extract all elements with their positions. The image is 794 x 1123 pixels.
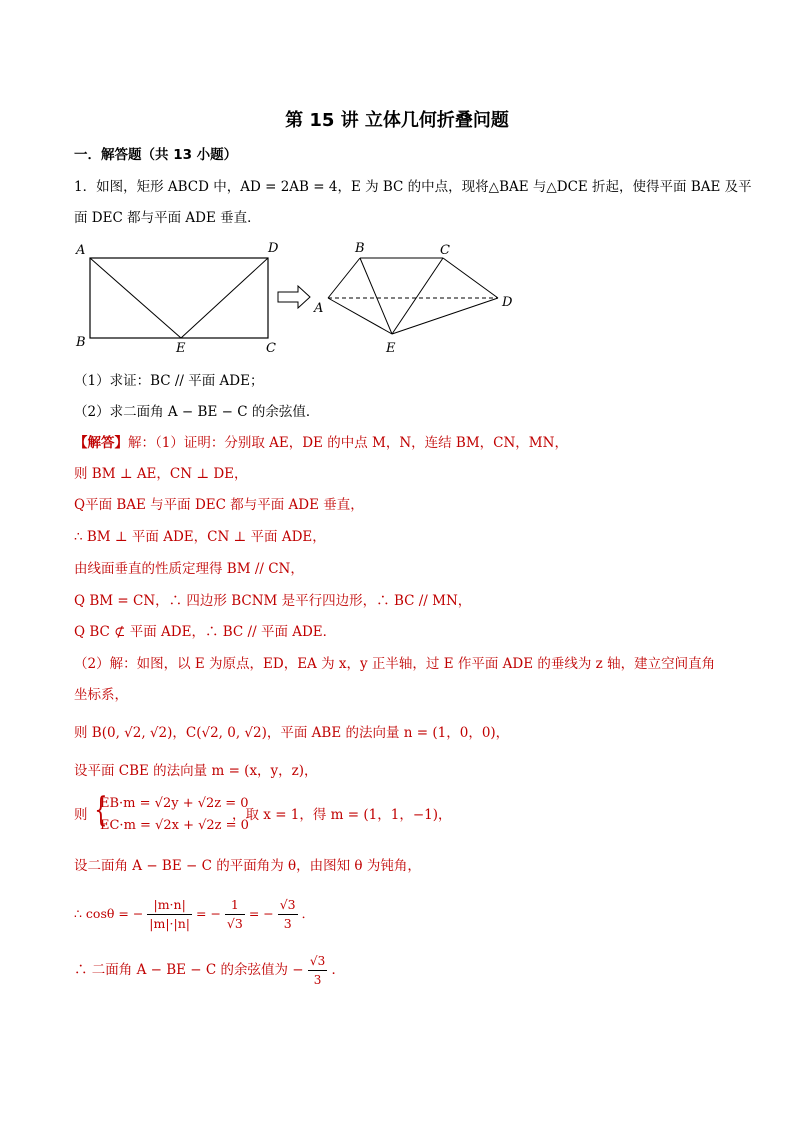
solution-intro: 解：（1）证明：分别取 AE，DE 的中点 M，N，连结 BM，CN，MN，: [128, 435, 568, 451]
arrow-right-icon: [278, 286, 310, 308]
system-suffix: ，取 x = 1，得 m = (1，1，−1)，: [232, 807, 452, 823]
label-C-right: C: [440, 243, 450, 258]
solution-tag: 【解答】: [74, 435, 128, 451]
label-D-right: D: [502, 295, 513, 310]
answer-end: ．: [331, 962, 345, 978]
system-prefix: 则: [74, 807, 88, 823]
cosine-formula: [74, 896, 314, 933]
question-2: （2）求二面角 A − BE − C 的余弦值．: [74, 404, 320, 420]
page-title: 第 15 讲 立体几何折叠问题: [285, 110, 509, 131]
solution-line-4: ∴ BM ⊥ 平面 ADE，CN ⊥ 平面 ADE，: [74, 529, 326, 545]
solution-line-3: Q平面 BAE 与平面 DEC 都与平面 ADE 垂直，: [74, 497, 364, 513]
cos-eq-2: = −: [248, 906, 274, 921]
solution-line-9: 坐标系，: [74, 687, 128, 703]
answer-denominator: 3: [313, 973, 322, 987]
label-B-left: B: [76, 335, 86, 350]
cos-eq-1: = −: [196, 906, 221, 921]
solution-line-7: Q BC ⊄ 平面 ADE，∴ BC // 平面 ADE．: [74, 624, 337, 640]
cos-denominator-3: 3: [283, 916, 292, 931]
label-E-left: E: [176, 341, 186, 356]
problem-line-1: 1．如图，矩形 ABCD 中，AD = 2AB = 4，E 为 BC 的中点，现将△BAE 与△DCE 折起，使得平面 BAE 及平: [74, 179, 752, 195]
solution-line-2: 则 BM ⊥ AE，CN ⊥ DE，: [74, 466, 248, 482]
cos-denominator-2: √3: [226, 916, 243, 931]
brace-icon: {: [94, 790, 108, 830]
rectangle-figure: [75, 241, 279, 356]
label-D-left: D: [268, 241, 279, 256]
solution-line-8: （2）解：如图，以 E 为原点，ED，EA 为 x，y 正半轴，过 E 作平面 ADE 的垂线为 z 轴，建立空间直角: [74, 656, 716, 672]
label-A-right: A: [314, 301, 324, 316]
solution-line-13: 设二面角 A − BE − C 的平面角为 θ，由图知 θ 为钝角，: [74, 858, 421, 874]
final-answer: [74, 952, 345, 989]
answer-prefix: ∴ 二面角 A − BE − C 的余弦值为 −: [74, 962, 304, 978]
label-A-left: A: [76, 243, 86, 258]
solution-line-10: 则 B(0, √2, √2)，C(√2, 0, √2)，平面 ABE 的法向量 n = (1，0，0)，: [74, 725, 510, 741]
cos-prefix: ∴ cosθ = −: [74, 906, 144, 921]
cos-end: ．: [301, 906, 315, 921]
cos-denominator: |m|·|n|: [149, 916, 191, 931]
cos-numerator-2: 1: [225, 896, 245, 915]
answer-numerator: √3: [308, 952, 327, 971]
problem-line-2: 面 DEC 都与平面 ADE 垂直．: [74, 210, 261, 226]
label-C-left: C: [266, 341, 276, 356]
solution-line-6: Q BM = CN，∴ 四边形 BCNM 是平行四边形，∴ BC // MN，: [74, 593, 472, 609]
folded-solid-figure: [313, 241, 513, 356]
solution-line-1: [74, 434, 568, 452]
system-eq-2: EC·m = √2x + √2z = 0: [100, 818, 249, 833]
solution-line-11: 设平面 CBE 的法向量 m = (x，y，z)，: [74, 763, 318, 779]
label-E-right: E: [386, 341, 396, 356]
cos-numerator-3: √3: [278, 896, 298, 915]
solution-line-5: 由线面垂直的性质定理得 BM // CN，: [74, 561, 304, 577]
cos-numerator: |m·n|: [147, 896, 192, 915]
folding-figure: [70, 236, 530, 356]
system-eq-1: EB·m = √2y + √2z = 0: [100, 796, 249, 811]
question-1: （1）求证：BC // 平面 ADE；: [74, 373, 264, 389]
label-B-right: B: [355, 241, 365, 256]
section-heading: 一．解答题（共 13 小题）: [74, 147, 238, 163]
